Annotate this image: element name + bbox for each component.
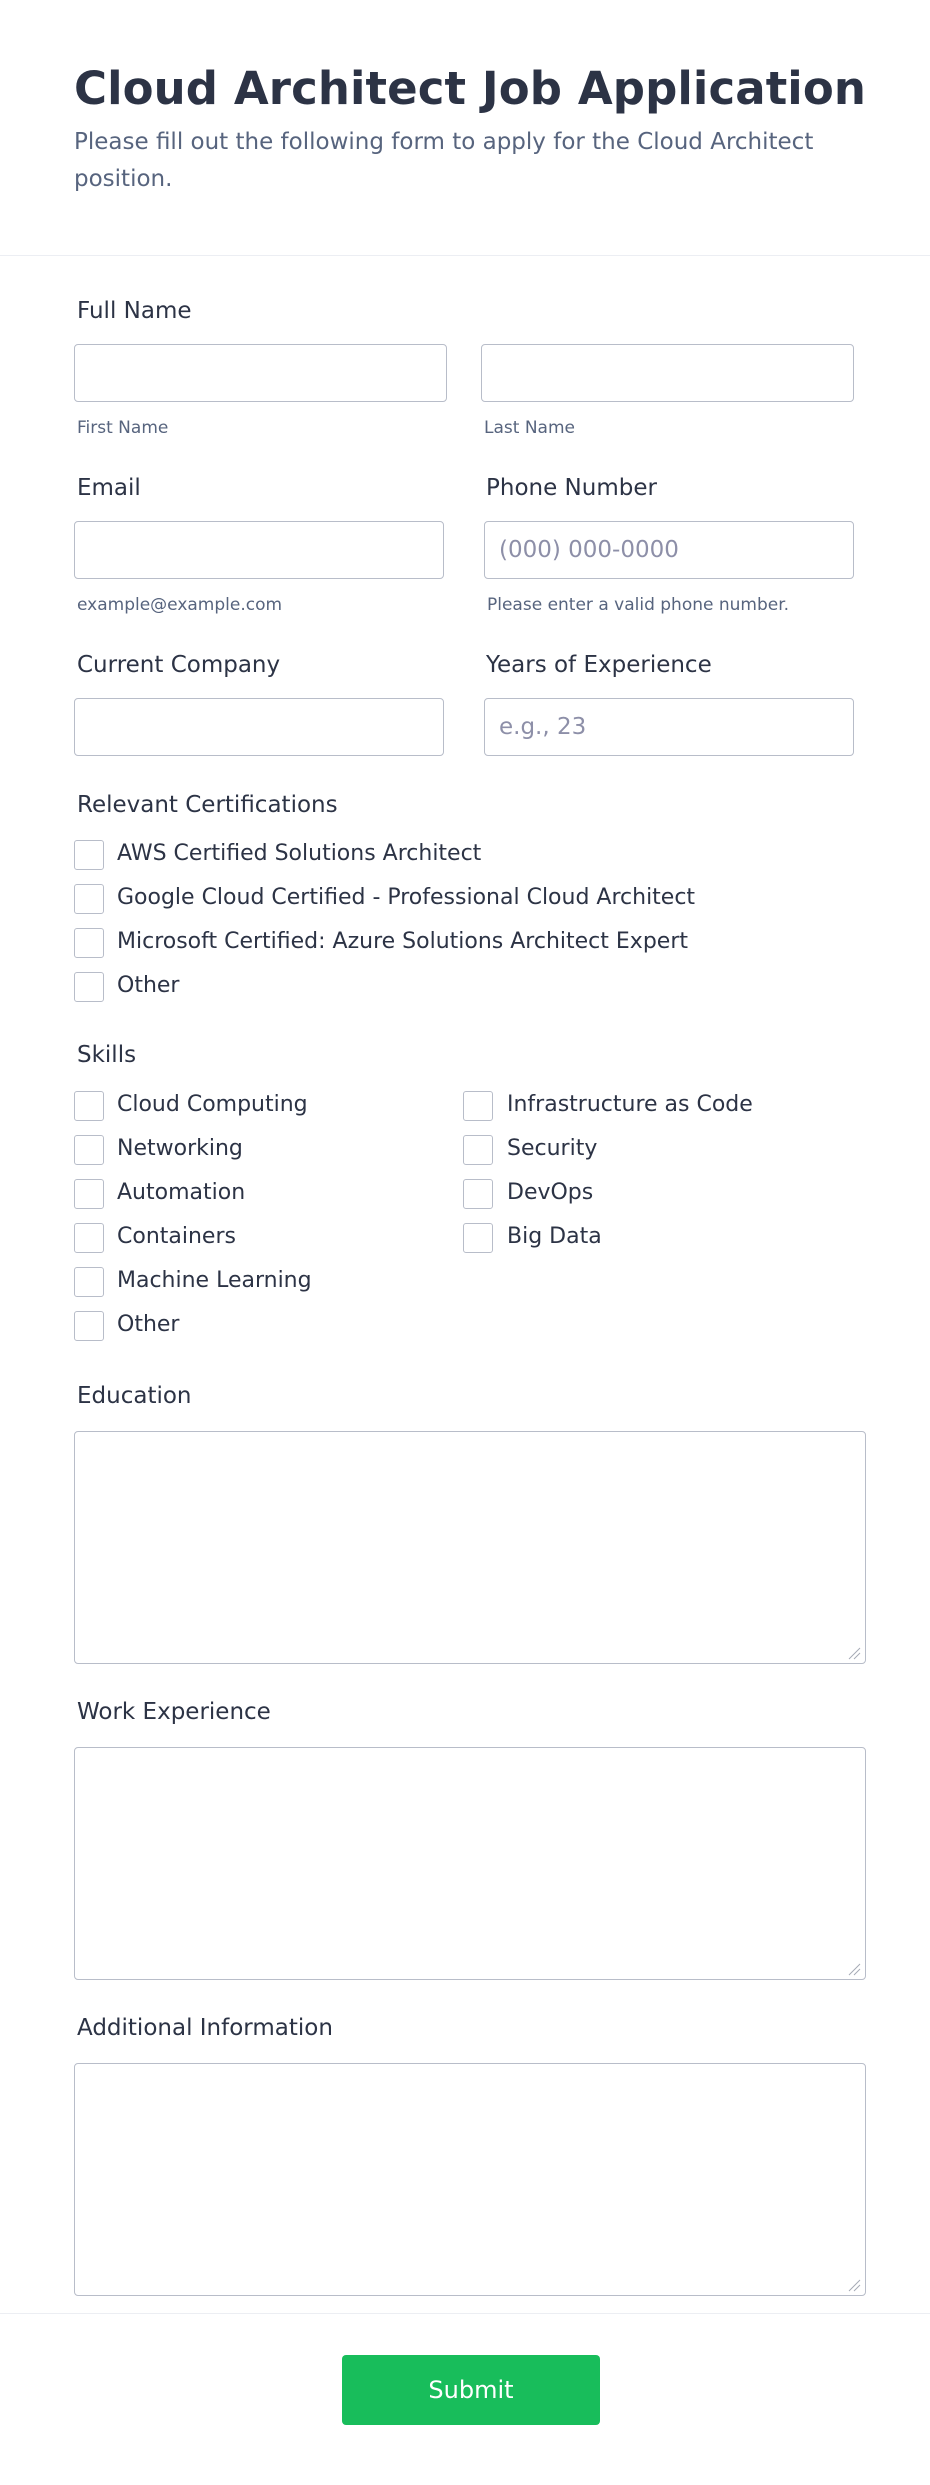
checkbox-certification-other[interactable]	[74, 972, 104, 1002]
skills-label: Skills	[77, 1042, 137, 1068]
work-experience-textarea[interactable]	[74, 1747, 866, 1980]
submit-button[interactable]: Submit	[342, 2355, 600, 2425]
checkbox-big-data[interactable]	[463, 1223, 493, 1253]
checkbox-google-cloud-certified[interactable]	[74, 884, 104, 914]
option-label-devops[interactable]: DevOps	[507, 1180, 594, 1205]
last-name-input[interactable]	[481, 344, 854, 402]
option-label-azure-certified[interactable]: Microsoft Certified: Azure Solutions Architect Expert	[117, 929, 688, 954]
resize-grip-icon[interactable]	[847, 2278, 861, 2292]
resize-grip-icon[interactable]	[847, 1646, 861, 1660]
phone-field[interactable]	[484, 521, 854, 579]
years-experience-label: Years of Experience	[486, 652, 712, 678]
checkbox-machine-learning[interactable]	[74, 1267, 104, 1297]
option-label-aws-certified[interactable]: AWS Certified Solutions Architect	[117, 841, 482, 866]
checkbox-containers[interactable]	[74, 1223, 104, 1253]
checkbox-networking[interactable]	[74, 1135, 104, 1165]
page-subtitle: Please fill out the following form to apply for the Cloud Architect position.	[74, 129, 814, 192]
email-sublabel: example@example.com	[77, 595, 283, 615]
last-name-sublabel: Last Name	[484, 418, 575, 438]
page-title: Cloud Architect Job Application	[74, 62, 866, 115]
form-header	[0, 0, 930, 256]
option-label-certification-other[interactable]: Other	[117, 973, 180, 998]
first-name-input[interactable]	[74, 344, 447, 402]
checkbox-security[interactable]	[463, 1135, 493, 1165]
current-company-label: Current Company	[77, 652, 281, 678]
checkbox-skills-other[interactable]	[74, 1311, 104, 1341]
checkbox-aws-certified[interactable]	[74, 840, 104, 870]
option-label-containers[interactable]: Containers	[117, 1224, 236, 1249]
checkbox-azure-certified[interactable]	[74, 928, 104, 958]
option-label-google-cloud-certified[interactable]: Google Cloud Certified - Professional Cloud Architect	[117, 885, 696, 910]
certifications-label: Relevant Certifications	[77, 792, 338, 818]
option-label-big-data[interactable]: Big Data	[507, 1224, 602, 1249]
phone-label: Phone Number	[486, 475, 657, 501]
option-label-infrastructure-as-code[interactable]: Infrastructure as Code	[507, 1092, 753, 1117]
option-label-networking[interactable]: Networking	[117, 1136, 243, 1161]
phone-sublabel: Please enter a valid phone number.	[487, 595, 790, 615]
checkbox-devops[interactable]	[463, 1179, 493, 1209]
full-name-label: Full Name	[77, 298, 192, 324]
option-label-security[interactable]: Security	[507, 1136, 598, 1161]
checkbox-cloud-computing[interactable]	[74, 1091, 104, 1121]
option-label-skills-other[interactable]: Other	[117, 1312, 180, 1337]
additional-information-textarea[interactable]	[74, 2063, 866, 2296]
resize-grip-icon[interactable]	[847, 1962, 861, 1976]
option-label-cloud-computing[interactable]: Cloud Computing	[117, 1092, 308, 1117]
first-name-sublabel: First Name	[77, 418, 169, 438]
additional-information-label: Additional Information	[77, 2015, 333, 2041]
education-textarea[interactable]	[74, 1431, 866, 1664]
option-label-automation[interactable]: Automation	[117, 1180, 246, 1205]
current-company-field[interactable]	[74, 698, 444, 756]
checkbox-automation[interactable]	[74, 1179, 104, 1209]
email-label: Email	[77, 475, 141, 501]
checkbox-infrastructure-as-code[interactable]	[463, 1091, 493, 1121]
option-label-machine-learning[interactable]: Machine Learning	[117, 1268, 312, 1293]
work-experience-label: Work Experience	[77, 1699, 271, 1725]
email-field[interactable]	[74, 521, 444, 579]
years-experience-field[interactable]	[484, 698, 854, 756]
education-label: Education	[77, 1383, 192, 1409]
